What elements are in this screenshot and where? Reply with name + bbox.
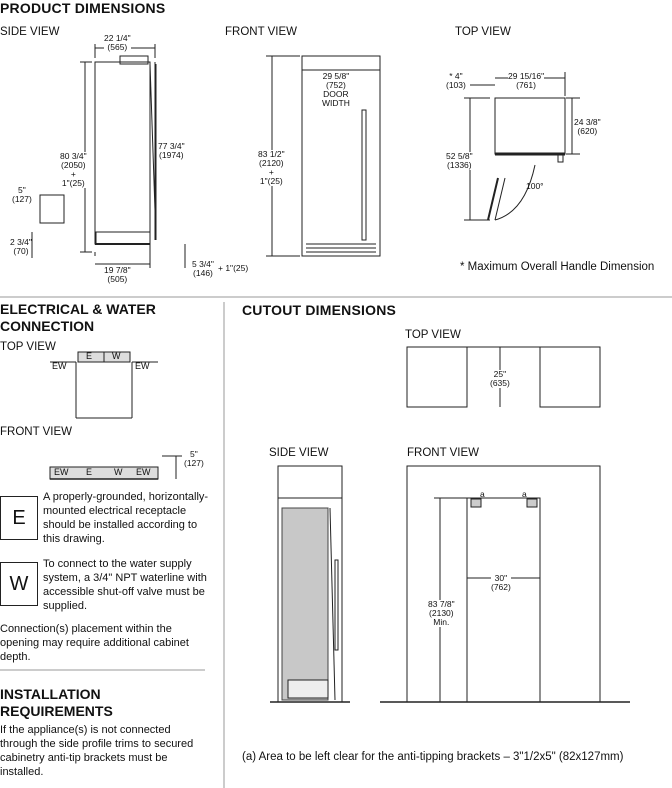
ew-right-top: EW (135, 361, 150, 371)
cutout-top-view-label: TOP VIEW (405, 329, 461, 341)
w-front: W (114, 467, 123, 477)
top-view-drawing (464, 72, 580, 220)
electrical-title: ELECTRICAL & WATER CONNECTION (0, 301, 156, 334)
cutout-top-dim: 25" (635) (490, 369, 510, 388)
cutout-title: CUTOUT DIMENSIONS (242, 302, 397, 318)
dim-top-angle: 100° (526, 181, 544, 191)
dim-top-4: * 4" (103) (446, 71, 466, 90)
dim-front-height: 83 1/2" (2120) + 1"(25) (258, 149, 285, 186)
e-legend-text: A properly-grounded, horizontally-mounted electrical receptacle should be installed according to this drawing. (43, 491, 209, 545)
ew-left-front: EW (54, 467, 69, 477)
handle-note: * Maximum Overall Handle Dimension (460, 261, 655, 273)
connection-note: Connection(s) placement within the opening may require additional cabinet depth. (0, 623, 189, 663)
electrical-front-view-label: FRONT VIEW (0, 426, 72, 438)
dim-top-depth: 24 3/8" (620) (574, 117, 601, 136)
install-text: If the appliance(s) is not connected through the side profile trims to secured cabinetry anti-tip brackets must be installed. (0, 724, 194, 778)
dim-top-width: 29 15/16" (761) (508, 71, 545, 90)
dim-bottom-depth: 19 7/8" (505) (104, 265, 131, 284)
electrical-top-view-label: TOP VIEW (0, 341, 56, 353)
top-view-label: TOP VIEW (455, 26, 511, 38)
dim-side-5: 5" (127) (12, 185, 32, 204)
cutout-side-drawing (270, 466, 350, 702)
dim-depth-top: 22 1/4" (565) (104, 33, 131, 52)
ew-right-front: EW (136, 467, 151, 477)
product-dimensions-title: PRODUCT DIMENSIONS (0, 0, 166, 16)
e-legend-box: E (0, 496, 38, 540)
bracket-left-label: a (480, 489, 485, 499)
e-front: E (86, 467, 93, 477)
cutout-side-view-label: SIDE VIEW (269, 447, 329, 459)
w-legend-text: To connect to the water supply system, a 3/4" NPT waterline with accessible shut-off valve must be supplied. (43, 558, 207, 612)
electrical-front-dim: 5" (127) (184, 449, 204, 468)
e-top: E (86, 351, 93, 361)
dim-height-body: 77 3/4" (1974) (158, 141, 185, 160)
dim-height-total: 80 3/4" (2050) + 1"(25) (60, 151, 87, 188)
cutout-footnote: (a) Area to be left clear for the anti-tipping brackets – 3"1/2x5" (82x127mm) (242, 751, 624, 763)
cutout-height-dim: 83 7/8" (2130) Min. (428, 599, 455, 627)
w-top: W (112, 351, 121, 361)
dim-bottom-plus: + 1"(25) (218, 263, 249, 273)
install-title: INSTALLATION REQUIREMENTS (0, 686, 113, 719)
front-view-label: FRONT VIEW (225, 26, 297, 38)
ew-left-top: EW (52, 361, 67, 371)
dim-front-width: 29 5/8" (752) DOOR WIDTH (322, 71, 350, 108)
w-legend-box: W (0, 562, 38, 606)
bracket-right-label: a (522, 489, 527, 499)
dim-side-234: 2 3/4" (70) (10, 237, 32, 256)
dim-bottom-534: 5 3/4" (146) (192, 259, 214, 278)
dim-top-swing: 52 5/8" (1336) (446, 151, 473, 170)
cutout-width-dim: 30" (762) (491, 573, 511, 592)
side-view-label: SIDE VIEW (0, 26, 60, 38)
cutout-front-view-label: FRONT VIEW (407, 447, 479, 459)
